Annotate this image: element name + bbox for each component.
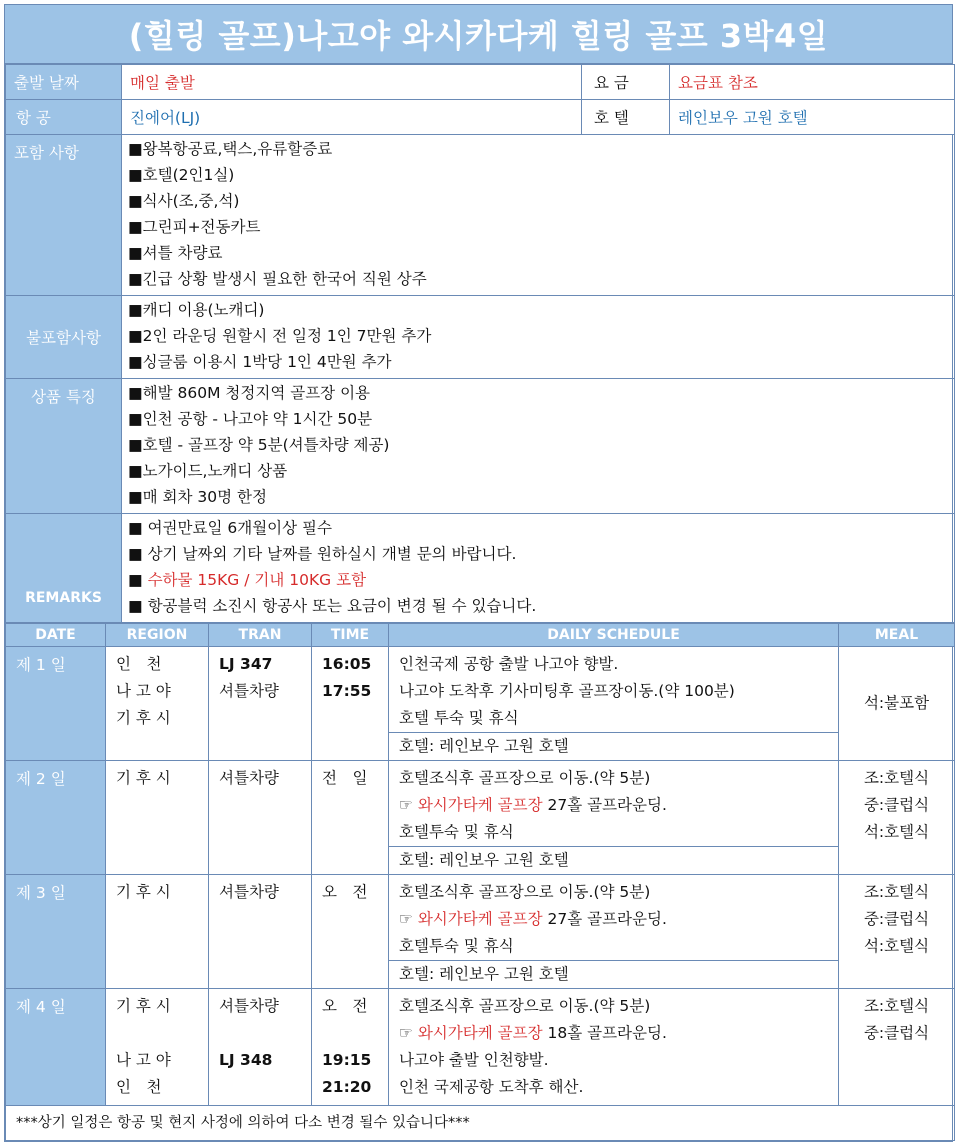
remarks-list: [122, 514, 955, 623]
region-cell: 기 후 시: [106, 875, 209, 989]
golf-course-name: 와시가타케 골프장: [417, 796, 543, 814]
header-region: REGION: [106, 624, 209, 647]
header-date: DATE: [6, 624, 106, 647]
remarks-label: REMARKS: [6, 514, 122, 623]
meal-cell: 조:호텔식 중:클럽식 석:호텔식: [839, 761, 955, 875]
page-title: (힐링 골프)나고야 와시카다케 힐링 골프 3박4일: [5, 5, 952, 64]
list-item: ■2인 라운딩 원할시 전 일정 1인 7만원 추가: [128, 327, 432, 345]
itinerary-document: [4, 4, 953, 1142]
daily-schedule-cell: 호텔조식후 골프장으로 이동.(약 5분) ☞ 와시가타케 골프장 18홀 골프라운딩. 나고야 출발 인천향발. 인천 국제공항 도착후 해산.: [389, 989, 839, 1106]
tran-cell: 셔틀차량: [209, 875, 312, 989]
meal-cell: 석:불포함: [839, 647, 955, 761]
list-item: ■호텔 - 골프장 약 5분(셔틀차량 제공): [128, 436, 390, 454]
list-item: ■해발 860M 청정지역 골프장 이용: [128, 384, 371, 402]
time-cell: 16:05 17:55: [312, 647, 389, 761]
hotel-line: 호텔: 레인보우 고원 호텔: [389, 846, 838, 874]
list-item: ■ 여권만료일 6개월이상 필수: [128, 519, 332, 537]
time-cell: 전 일: [312, 761, 389, 875]
airline-label: 항 공: [6, 100, 122, 135]
list-item: ■셔틀 차량료: [128, 244, 223, 262]
list-item: ■싱글룸 이용시 1박당 1인 4만원 추가: [128, 353, 392, 371]
list-item: ■호텔(2인1실): [128, 166, 235, 184]
hotel-value: 레인보우 고원 호텔: [670, 100, 955, 135]
table-row: [6, 647, 955, 761]
footer-note: ***상기 일정은 항공 및 현지 사정에 의하여 다소 변경 될수 있습니다***: [6, 1106, 955, 1141]
departure-value: 매일 출발: [122, 65, 582, 100]
hotel-line: 호텔: 레인보우 고원 호텔: [389, 960, 838, 988]
list-item: ■ 항공블럭 소진시 항공사 또는 요금이 변경 될 수 있습니다.: [128, 597, 537, 615]
list-item: ■노가이드,노캐디 상품: [128, 462, 288, 480]
hotel-line: 호텔: 레인보우 고원 호텔: [389, 732, 838, 760]
table-row: [6, 875, 955, 989]
airline-value: 진에어(LJ): [122, 100, 582, 135]
time-cell: 오 전: [312, 875, 389, 989]
list-item: ■긴급 상황 발생시 필요한 한국어 직원 상주: [128, 270, 427, 288]
list-item-highlight: ■ 수하물 15KG / 기내 10KG 포함: [128, 571, 367, 589]
daily-schedule-cell: 호텔조식후 골프장으로 이동.(약 5분) ☞ 와시가타케 골프장 27홀 골프라운딩. 호텔투숙 및 휴식 호텔: 레인보우 고원 호텔: [389, 875, 839, 989]
daily-schedule-cell: 호텔조식후 골프장으로 이동.(약 5분) ☞ 와시가타케 골프장 27홀 골프라운딩. 호텔투숙 및 휴식 호텔: 레인보우 고원 호텔: [389, 761, 839, 875]
list-item: ■캐디 이용(노캐디): [128, 301, 265, 319]
list-item: ■매 회차 30명 한정: [128, 488, 267, 506]
region-cell: 기 후 시 나 고 야 인 천: [106, 989, 209, 1106]
tran-cell: 셔틀차량 LJ 348: [209, 989, 312, 1106]
day-label: 제 2 일: [6, 761, 106, 875]
list-item: ■인천 공항 - 나고야 약 1시간 50분: [128, 410, 373, 428]
tran-cell: 셔틀차량: [209, 761, 312, 875]
included-label: 포함 사항: [6, 135, 122, 296]
header-meal: MEAL: [839, 624, 955, 647]
features-list: [122, 379, 955, 514]
included-list: [122, 135, 955, 296]
info-table: [5, 64, 955, 623]
header-tran: TRAN: [209, 624, 312, 647]
region-cell: 인 천 나 고 야 기 후 시: [106, 647, 209, 761]
list-item: ■그린피+전동카트: [128, 218, 261, 236]
day-label: 제 4 일: [6, 989, 106, 1106]
list-item: ■ 상기 날짜외 기타 날짜를 원하실시 개별 문의 바랍니다.: [128, 545, 517, 563]
region-cell: 기 후 시: [106, 761, 209, 875]
departure-label: 출발 날짜: [6, 65, 122, 100]
golf-course-name: 와시가타케 골프장: [417, 910, 543, 928]
header-daily-schedule: DAILY SCHEDULE: [389, 624, 839, 647]
price-label: 요 금: [582, 65, 670, 100]
table-row: [6, 761, 955, 875]
table-row: [6, 989, 955, 1106]
header-time: TIME: [312, 624, 389, 647]
excluded-list: [122, 296, 955, 379]
hotel-label: 호 텔: [582, 100, 670, 135]
list-item: ■왕복항공료,택스,유류할증료: [128, 140, 333, 158]
schedule-header-row: [6, 624, 955, 647]
features-label: 상품 특징: [6, 379, 122, 514]
price-value: 요금표 참조: [670, 65, 955, 100]
schedule-table: [5, 623, 955, 1141]
daily-schedule-cell: 인천국제 공항 출발 나고야 향발. 나고야 도착후 기사미팅후 골프장이동.(약 100분) 호텔 투숙 및 휴식 호텔: 레인보우 고원 호텔: [389, 647, 839, 761]
excluded-label: 불포함사항: [6, 296, 122, 379]
baggage-highlight: 수하물 15KG / 기내 10KG 포함: [147, 571, 367, 589]
tran-cell: LJ 347 셔틀차량: [209, 647, 312, 761]
golf-course-name: 와시가타케 골프장: [417, 1024, 543, 1042]
time-cell: 오 전 19:15 21:20: [312, 989, 389, 1106]
meal-cell: 조:호텔식 중:클럽식 석:호텔식: [839, 875, 955, 989]
meal-cell: 조:호텔식 중:클럽식: [839, 989, 955, 1106]
day-label: 제 1 일: [6, 647, 106, 761]
list-item: ■식사(조,중,석): [128, 192, 240, 210]
day-label: 제 3 일: [6, 875, 106, 989]
